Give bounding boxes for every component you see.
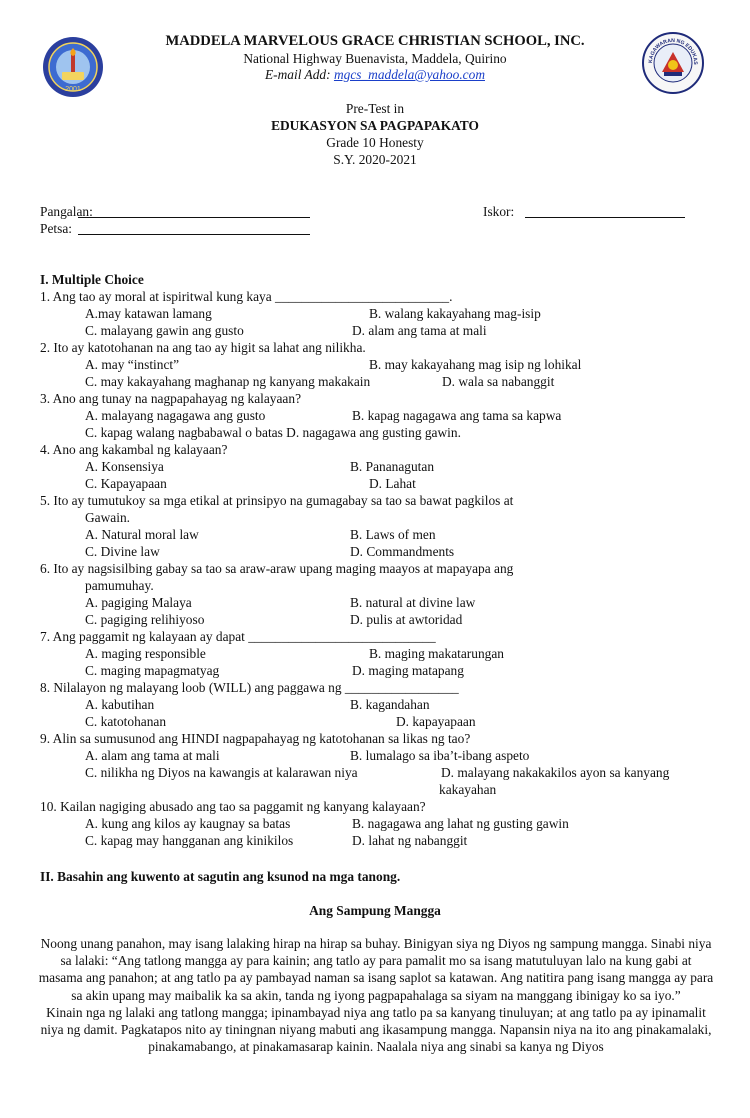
date-field[interactable] bbox=[78, 234, 310, 235]
mc-line-q9c[interactable]: C. nilikha ng Diyos na kawangis at kalarawan niya bbox=[85, 765, 358, 780]
mc-line-q6c[interactable]: C. pagiging relihiyoso bbox=[85, 612, 205, 627]
test-type: Pre-Test in bbox=[345, 101, 405, 116]
story-title: Ang Sampung Mangga bbox=[309, 903, 441, 918]
mc-line-q4a[interactable]: A. Konsensiya bbox=[85, 459, 164, 474]
mc-line-q4c[interactable]: C. Kapayapaan bbox=[85, 476, 167, 491]
mc-line-q1a[interactable]: A.may katawan lamang bbox=[85, 306, 212, 321]
mc-line-q9: 9. Alin sa sumusunod ang HINDI nagpapahayag ng katotohanan sa likas ng tao? bbox=[40, 731, 471, 746]
story-body bbox=[38, 935, 714, 1055]
mc-line-q3a[interactable]: A. malayang nagagawa ang gusto bbox=[85, 408, 266, 423]
mc-line-q9a[interactable]: A. alam ang tama at mali bbox=[85, 748, 220, 763]
mc-line-q2c[interactable]: C. may kakayahang maghanap ng kanyang makakain bbox=[85, 374, 371, 389]
mc-line-q7b[interactable]: B. maging makatarungan bbox=[369, 646, 504, 661]
mc-line-q3b[interactable]: B. kapag nagagawa ang tama sa kapwa bbox=[352, 408, 562, 423]
school-address: National Highway Buenavista, Maddela, Quirino bbox=[243, 51, 507, 66]
mc-line-q3: 3. Ano ang tunay na nagpapahayag ng kalayaan? bbox=[40, 391, 302, 406]
deped-seal-text: KAGAWARAN NG EDUKAS bbox=[647, 37, 699, 65]
mc-line-q5: 5. Ito ay tumutukoy sa mga etikal at prinsipyo na gumagabay sa tao sa bawat pagkilos at bbox=[40, 493, 514, 508]
email-line bbox=[0, 67, 750, 83]
test-grade: Grade 10 Honesty bbox=[326, 135, 424, 150]
email-label: E-mail Add: bbox=[265, 67, 331, 82]
mc-line-q10d[interactable]: D. lahat ng nabanggit bbox=[352, 833, 468, 848]
mc-line-q6a[interactable]: A. pagiging Malaya bbox=[85, 595, 192, 610]
mc-line-q2b[interactable]: B. may kakayahang mag isip ng lohikal bbox=[369, 357, 582, 372]
mc-line-q3cd[interactable]: C. kapag walang nagbabawal o batas D. nagagawa ang gusting gawin. bbox=[85, 425, 461, 440]
mc-line-q10b[interactable]: B. nagagawa ang lahat ng gusting gawin bbox=[352, 816, 569, 831]
mc-line-q2: 2. Ito ay katotohanan na ang tao ay higit sa lahat ang nilikha. bbox=[40, 340, 366, 355]
mc-line-q2a[interactable]: A. may “instinct” bbox=[85, 357, 180, 372]
name-field[interactable] bbox=[78, 217, 310, 218]
mc-line-q8: 8. Nilalayon ng malayang loob (WILL) ang paggawa ng _________________ bbox=[40, 680, 459, 695]
mc-line-q1b[interactable]: B. walang kakayahang mag-isip bbox=[369, 306, 541, 321]
mc-line-q9b[interactable]: B. lumalago sa iba’t-ibang aspeto bbox=[350, 748, 530, 763]
mc-line-q6b[interactable]: B. natural at divine law bbox=[350, 595, 476, 610]
mc-line-q2d[interactable]: D. wala sa nabanggit bbox=[442, 374, 555, 389]
mc-line-q9d[interactable]: D. malayang nakakakilos ayon sa kanyang bbox=[441, 765, 670, 780]
mc-line-q10c[interactable]: C. kapag may hangganan ang kinikilos bbox=[85, 833, 294, 848]
section-1-title: I. Multiple Choice bbox=[40, 272, 144, 287]
mc-line-q1c[interactable]: C. malayang gawin ang gusto bbox=[85, 323, 244, 338]
date-label: Petsa: bbox=[40, 221, 72, 236]
mc-line-q4d[interactable]: D. Lahat bbox=[369, 476, 416, 491]
mc-line-q1: 1. Ang tao ay moral at ispiritwal kung kaya __________________________. bbox=[40, 289, 453, 304]
email-link[interactable]: mgcs_maddela@yahoo.com bbox=[333, 67, 485, 82]
mc-line-q8b[interactable]: B. kagandahan bbox=[350, 697, 430, 712]
mc-line-q5cont[interactable]: Gawain. bbox=[85, 510, 130, 525]
mc-line-q8d[interactable]: D. kapayapaan bbox=[396, 714, 476, 729]
mc-line-q5a[interactable]: A. Natural moral law bbox=[85, 527, 199, 542]
school-logo-year: 2001 bbox=[65, 86, 81, 93]
test-subject: EDUKASYON SA PAGPAPAKATO bbox=[271, 118, 479, 133]
mc-line-q5d[interactable]: D. Commandments bbox=[350, 544, 455, 559]
story-paragraph-2: Kinain nga ng lalaki ang tatlong mangga; ipinambayad niya ang tatlo pa sa kanyang tinuluyan; at ang tatlo pa ay ipinamalit niya ng damit. Pagkatapos nito ay tiningnan niyang mabuti ang ikasampung mangga. Napansin niya na ito ang pinakamalaki, pinakamabango, at pinakamasarap kainin. Naalala niya ang sinabi sa kanya ng Diyos bbox=[40, 1004, 712, 1055]
school-name: MADDELA MARVELOUS GRACE CHRISTIAN SCHOOL, INC. bbox=[165, 33, 585, 49]
mc-line-q8a[interactable]: A. kabutihan bbox=[85, 697, 155, 712]
mc-line-q1d[interactable]: D. alam ang tama at mali bbox=[352, 323, 487, 338]
score-label: Iskor: bbox=[483, 204, 515, 219]
mc-line-q7d[interactable]: D. maging matapang bbox=[352, 663, 464, 678]
school-year: S.Y. 2020-2021 bbox=[333, 152, 417, 167]
mc-line-q6: 6. Ito ay nagsisilbing gabay sa tao sa araw-araw upang maging maayos at mapayapa ang bbox=[40, 561, 514, 576]
mc-line-q10: 10. Kailan nagiging abusado ang tao sa paggamit ng kanyang kalayaan? bbox=[40, 799, 426, 814]
mc-line-q4: 4. Ano ang kakambal ng kalayaan? bbox=[40, 442, 228, 457]
mc-line-q8c[interactable]: C. katotohanan bbox=[85, 714, 167, 729]
mc-line-q5c[interactable]: C. Divine law bbox=[85, 544, 160, 559]
mc-line-q9dcont[interactable]: kakayahan bbox=[439, 782, 497, 797]
mc-line-q4b[interactable]: B. Pananagutan bbox=[350, 459, 435, 474]
mc-line-q6cont[interactable]: pamumuhay. bbox=[85, 578, 154, 593]
mc-line-q6d[interactable]: D. pulis at awtoridad bbox=[350, 612, 463, 627]
mc-line-q5b[interactable]: B. Laws of men bbox=[350, 527, 436, 542]
name-label: Pangalan: bbox=[40, 204, 93, 219]
mc-line-q7c[interactable]: C. maging mapagmatyag bbox=[85, 663, 220, 678]
mc-line-q10a[interactable]: A. kung ang kilos ay kaugnay sa batas bbox=[85, 816, 291, 831]
score-field[interactable] bbox=[525, 217, 685, 218]
mc-line-q7a[interactable]: A. maging responsible bbox=[85, 646, 206, 661]
story-paragraph-1: Noong unang panahon, may isang lalaking hirap na hirap sa buhay. Binigyan siya ng Diyos ng sampung mangga. Sinabi niya sa lalaki: “Ang tatlong mangga ay para kainin; ang tatlo ay para pamalit mo sa isang matutuluyan lalo na kung gabi at masama ang panahon; at ang tatlo pa ay pambayad naman sa isang saplot sa katawan. Ang natitira pang isang mangga ay para sa akin upang may maibalik ka sa akin, tanda ng iyong pagpapahalaga sa siyam na manggang ibinigay ko sa iyo.” bbox=[38, 936, 714, 1003]
section-2-title: II. Basahin ang kuwento at sagutin ang ksunod na mga tanong. bbox=[40, 869, 401, 884]
mc-line-q7: 7. Ang paggamit ng kalayaan ay dapat ____________________________ bbox=[40, 629, 436, 644]
